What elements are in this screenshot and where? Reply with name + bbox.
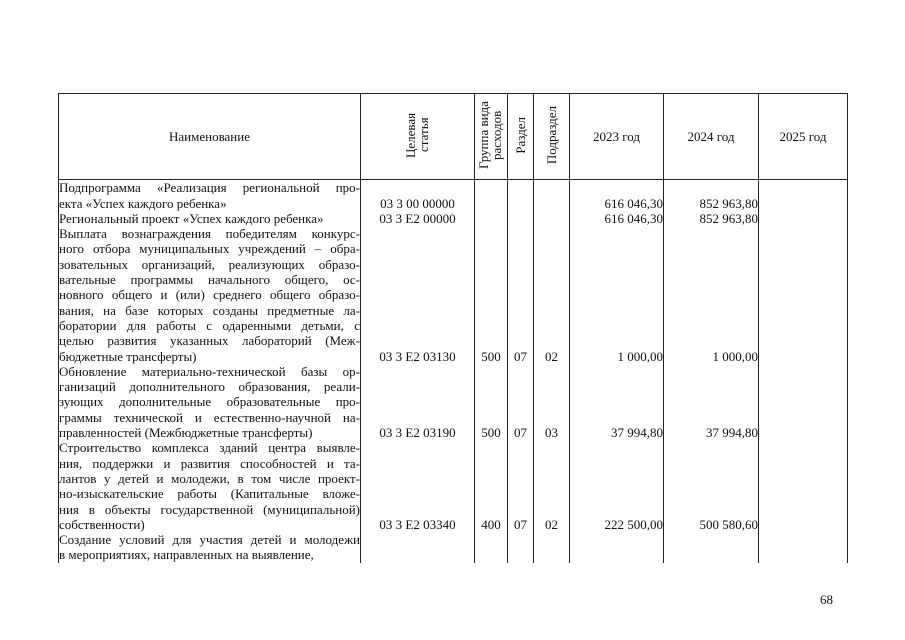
row-name-line: ния в объекты государственной (муниципальной) bbox=[59, 501, 360, 517]
row-target-code: 03 3 E2 03190 bbox=[361, 364, 475, 440]
row-name-line: собственности) bbox=[59, 516, 145, 532]
row-subsection: 02 bbox=[534, 226, 570, 364]
row-name-cell bbox=[59, 364, 361, 440]
row-value-2025 bbox=[759, 180, 848, 211]
row-name-line: вательные программы начального общего, ос- bbox=[59, 272, 360, 288]
row-value-2025 bbox=[759, 364, 848, 440]
row-name-line: зующих дополнительные образовательные про- bbox=[59, 394, 360, 410]
table-row bbox=[59, 211, 848, 226]
table-header-row bbox=[59, 94, 848, 180]
row-name-line: правленностей (Межбюджетные трансферты) bbox=[59, 425, 313, 441]
row-subsection bbox=[534, 180, 570, 211]
header-name: Наименование bbox=[59, 94, 361, 180]
budget-table bbox=[58, 93, 848, 563]
row-value-2023 bbox=[570, 532, 664, 563]
row-expense-group bbox=[475, 211, 508, 226]
header-section: Раздел bbox=[508, 94, 534, 180]
table-row bbox=[59, 440, 848, 532]
row-target-code: 03 3 E2 03130 bbox=[361, 226, 475, 364]
row-name-line: вания, на базе которых созданы предметные ла- bbox=[59, 302, 360, 318]
row-expense-group: 400 bbox=[475, 440, 508, 532]
table-row bbox=[59, 532, 848, 563]
row-target-code: 03 3 E2 03340 bbox=[361, 440, 475, 532]
row-name-cell bbox=[59, 532, 361, 563]
row-section bbox=[508, 211, 534, 226]
row-name-line: Строительство комплекса зданий центра выявле- bbox=[59, 440, 360, 456]
row-name-line: Выплата вознаграждения победителям конкурс- bbox=[59, 226, 360, 242]
row-name-cell bbox=[59, 226, 361, 364]
page-number: 68 bbox=[820, 592, 833, 607]
row-name-line: зовательных организаций, реализующих образо- bbox=[59, 256, 360, 272]
row-value-2024: 852 963,80 bbox=[664, 211, 759, 226]
row-name-line: но-изыскательские работы (Капитальные вложе- bbox=[59, 486, 360, 502]
table-row bbox=[59, 226, 848, 364]
row-name-line: новного общего и (или) среднего общего образо- bbox=[59, 287, 360, 303]
row-value-2025 bbox=[759, 226, 848, 364]
row-value-2025 bbox=[759, 211, 848, 226]
table-row bbox=[59, 180, 848, 211]
row-name-cell bbox=[59, 440, 361, 532]
row-expense-group: 500 bbox=[475, 226, 508, 364]
row-subsection bbox=[534, 532, 570, 563]
row-name-line: Подпрограмма «Реализация региональной про- bbox=[59, 180, 360, 196]
row-name-line: ного отбора муниципальных учреждений – обра- bbox=[59, 241, 360, 257]
row-expense-group bbox=[475, 532, 508, 563]
header-2025: 2025 год bbox=[759, 94, 848, 180]
row-name-cell bbox=[59, 211, 361, 226]
row-section bbox=[508, 532, 534, 563]
row-value-2023: 616 046,30 bbox=[570, 211, 664, 226]
row-expense-group: 500 bbox=[475, 364, 508, 440]
row-expense-group bbox=[475, 180, 508, 211]
row-name-cell bbox=[59, 180, 361, 211]
row-value-2023: 616 046,30 bbox=[570, 180, 664, 211]
row-value-2024 bbox=[664, 532, 759, 563]
row-value-2023: 1 000,00 bbox=[570, 226, 664, 364]
row-section: 07 bbox=[508, 440, 534, 532]
header-subsection: Подраздел bbox=[534, 94, 570, 180]
header-target: Целевая статья bbox=[361, 94, 475, 180]
row-name-line: боратории для работы с одаренными детьми, с bbox=[59, 317, 360, 333]
header-expense-group: Группа вида расходов bbox=[475, 94, 508, 180]
row-name-line: целью развития указанных лабораторий (Меж- bbox=[59, 333, 360, 349]
row-name-line: граммы технической и естественно-научной на- bbox=[59, 409, 360, 425]
row-subsection: 02 bbox=[534, 440, 570, 532]
row-value-2025 bbox=[759, 440, 848, 532]
row-value-2024: 1 000,00 bbox=[664, 226, 759, 364]
row-name-line: ганизаций дополнительного образования, реали- bbox=[59, 379, 360, 395]
header-2023: 2023 год bbox=[570, 94, 664, 180]
header-2024: 2024 год bbox=[664, 94, 759, 180]
row-name-line: Обновление материально-технической базы ор- bbox=[59, 363, 360, 379]
row-value-2024: 500 580,60 bbox=[664, 440, 759, 532]
row-value-2023: 37 994,80 bbox=[570, 364, 664, 440]
row-value-2025 bbox=[759, 532, 848, 563]
row-subsection: 03 bbox=[534, 364, 570, 440]
row-subsection bbox=[534, 211, 570, 226]
row-name-line: ния, поддержки и развития способностей и та- bbox=[59, 455, 360, 471]
table-row bbox=[59, 364, 848, 440]
row-value-2024: 852 963,80 bbox=[664, 180, 759, 211]
row-section: 07 bbox=[508, 226, 534, 364]
row-name-line: в мероприятиях, направленных на выявление, bbox=[59, 547, 314, 563]
row-name-line: бюджетные трансферты) bbox=[59, 348, 197, 364]
row-target-code: 03 3 E2 00000 bbox=[361, 211, 475, 226]
row-name-line: Региональный проект «Успех каждого ребенка» bbox=[59, 210, 324, 226]
row-value-2023: 222 500,00 bbox=[570, 440, 664, 532]
row-section: 07 bbox=[508, 364, 534, 440]
row-target-code: 03 3 00 00000 bbox=[361, 180, 475, 211]
row-value-2024: 37 994,80 bbox=[664, 364, 759, 440]
row-name-line: екта «Успех каждого ребенка» bbox=[59, 195, 227, 211]
row-name-line: лантов у детей и молодежи, в том числе проект- bbox=[59, 470, 360, 486]
row-name-line: Создание условий для участия детей и молодежи bbox=[59, 532, 360, 548]
row-section bbox=[508, 180, 534, 211]
row-target-code bbox=[361, 532, 475, 563]
